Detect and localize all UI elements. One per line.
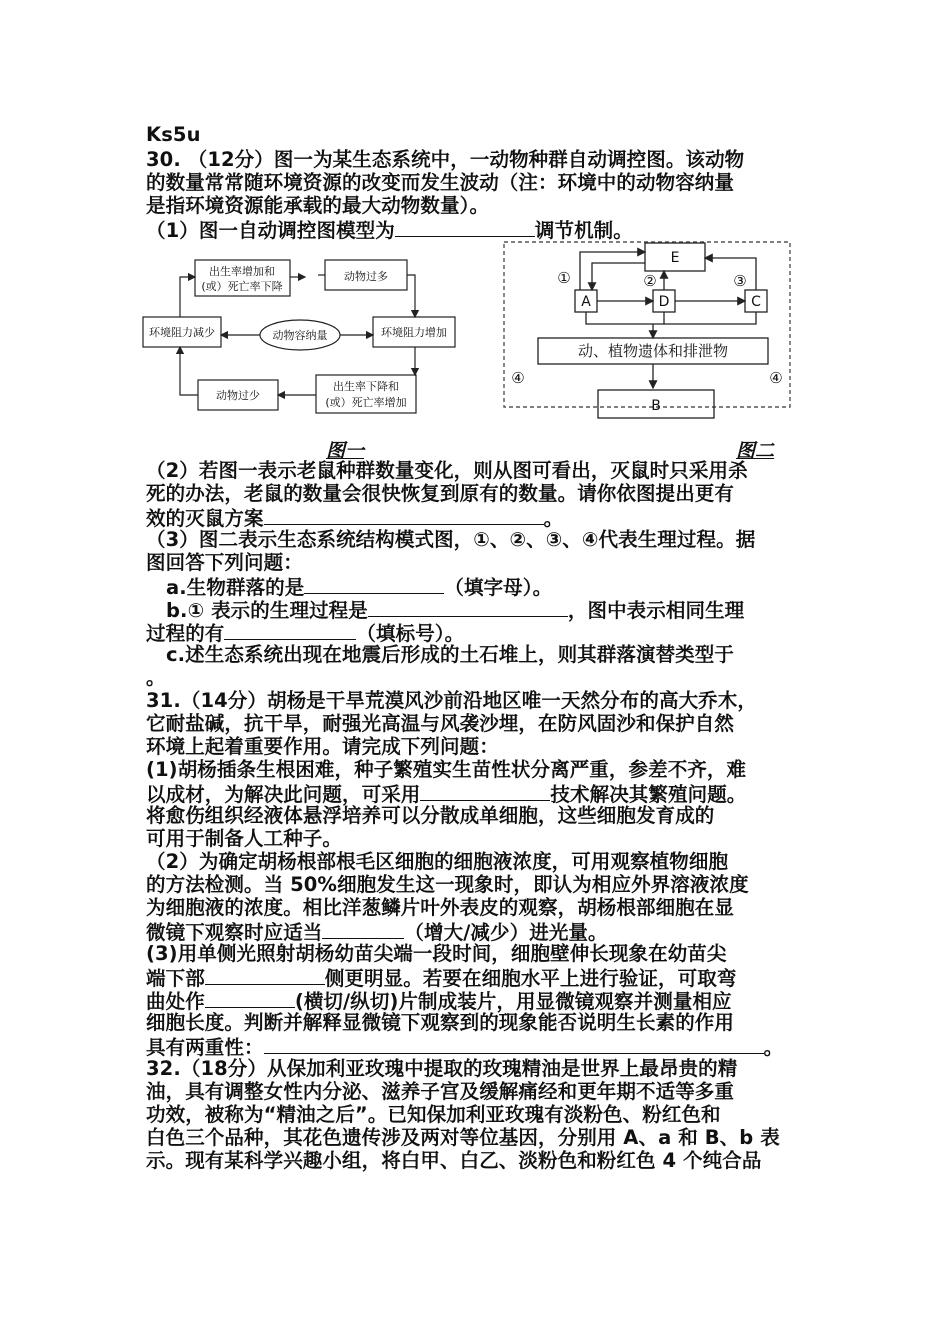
- q31-line6: 将愈伤组织经液体悬浮培养可以分散成单细胞，这些细胞发育成的: [146, 804, 715, 827]
- q31-line16: [146, 1035, 783, 1059]
- source-label: Ks5u: [146, 123, 201, 146]
- box-resistance-decrease-label: 环境阻力减少: [149, 326, 215, 339]
- q30-part3b: [166, 598, 744, 622]
- q31-line11-text: 微镜下观察时应适当: [146, 921, 323, 944]
- q30-part3b-end: ，图中表示相同生理: [567, 599, 745, 622]
- q30-part3b2-text: 过程的有: [146, 622, 225, 645]
- q31-duality-blank[interactable]: [264, 1035, 764, 1054]
- node-C-label: C: [751, 294, 761, 310]
- q31-line14-end: (横切/纵切)片制成装片，用显微镜观察并测量相应: [294, 990, 732, 1013]
- q31-line7: 可用于制备人工种子。: [146, 827, 343, 850]
- q30-part3c-end: 。: [146, 666, 166, 689]
- q30-part3-line2: 图回答下列问题：: [146, 551, 303, 574]
- figure-1-caption: 图一: [326, 440, 365, 462]
- q30-part2-line1: （2）若图一表示老鼠种群数量变化，则从图可看出，灭鼠时只采用杀: [146, 459, 748, 482]
- figure-2-diagram: [500, 238, 795, 428]
- q30-part2-line3: [146, 506, 563, 530]
- q30-part1-text-end: 调节机制。: [534, 219, 633, 242]
- process-2-label: ②: [643, 272, 657, 290]
- q31-line10: 为细胞液的浓度。相比洋葱鳞片叶外表皮的观察，胡杨根部细胞在显: [146, 896, 735, 919]
- q31-line14: [146, 989, 732, 1013]
- q30-part1-blank[interactable]: [395, 218, 535, 237]
- q32-line3: 功效，被称为“精油之后”。已知保加利亚玫瑰有淡粉色、粉红色和: [146, 1103, 721, 1126]
- q30-part3b2-blank[interactable]: [224, 621, 356, 640]
- q31-line5: [146, 782, 746, 806]
- q32-line1: 32.（18分）从保加利亚玫瑰中提取的玫瑰精油是世界上最昂贵的精: [146, 1057, 738, 1080]
- q32-line5: 示。现有某科学兴趣小组，将白甲、白乙、淡粉色和粉红色 4 个纯合品: [146, 1149, 762, 1172]
- q32-line2: 油，具有调整女性内分泌、滋养子宫及缓解痛经和更年期不适等多重: [146, 1080, 735, 1103]
- process-3-label: ③: [733, 272, 747, 290]
- box-birth-decrease-l2: (或）死亡率增加: [325, 396, 407, 409]
- box-birth-increase-l1: 出生率增加和: [209, 265, 275, 278]
- q31-line2: 它耐盐碱，抗干旱，耐强光高温与风袭沙埋，在防风固沙和保护自然: [146, 712, 735, 735]
- q31-line14-text: 曲处作: [146, 990, 205, 1013]
- box-too-few-label: 动物过少: [216, 389, 260, 402]
- q30-part2-text: 效的灭鼠方案: [146, 507, 264, 530]
- node-D-label: D: [658, 294, 670, 310]
- q31-line9: 的方法检测。当 50%细胞发生这一现象时，即认为相应外界溶液浓度: [146, 873, 749, 896]
- q30-part2-end: 。: [543, 507, 564, 530]
- q30-part3a-blank[interactable]: [304, 575, 444, 594]
- box-birth-decrease-l1: 出生率下降和: [333, 380, 399, 393]
- node-B-label: B: [651, 398, 661, 414]
- q30-part2-line2: 死的办法，老鼠的数量会很快恢复到原有的数量。请你依图提出更有: [146, 482, 735, 505]
- q31-line16-end: 。: [763, 1036, 784, 1059]
- q30-part3b-blank[interactable]: [368, 598, 568, 617]
- q31-line13-text: 端下部: [146, 967, 205, 990]
- q30-part3b-text: b.① 表示的生理过程是: [166, 599, 368, 622]
- figure-2-caption: 图二: [736, 440, 775, 462]
- q31-line8: （2）为确定胡杨根部根毛区细胞的细胞液浓度，可用观察植物细胞: [146, 850, 729, 873]
- q30-part1-text: （1）图一自动调控图模型为: [146, 219, 395, 242]
- process-4-right-label: ④: [769, 369, 783, 387]
- q31-line16-text: 具有两重性：: [146, 1036, 264, 1059]
- q30-part3a: [166, 575, 552, 599]
- q31-line11: [146, 920, 608, 944]
- box-too-many-label: 动物过多: [344, 270, 388, 283]
- box-birth-increase-l2: (或）死亡率下降: [201, 280, 283, 293]
- q31-line12: (3)用单侧光照射胡杨幼苗尖端一段时间，细胞壁伸长现象在幼苗尖: [146, 942, 727, 965]
- q31-technique-blank[interactable]: [420, 782, 550, 801]
- q31-line5-text: 以成材，为解决此问题，可采用: [146, 783, 421, 806]
- process-1-label: ①: [557, 269, 571, 287]
- q31-line3: 环境上起着重要作用。请完成下列问题：: [146, 735, 499, 758]
- q31-light-blank[interactable]: [322, 920, 404, 939]
- q30-stem-line3: 是指环境资源能承载的最大动物数量）。: [146, 194, 490, 217]
- q30-part3-line1: （3）图二表示生态系统结构模式图，①、②、③、④代表生理过程。据: [146, 528, 756, 551]
- process-4-left-label: ④: [511, 369, 525, 387]
- q31-line13-end: 侧更明显。若要在细胞水平上进行验证，可取弯: [324, 967, 737, 990]
- figure-1-diagram: [140, 245, 475, 420]
- q30-part2-blank[interactable]: [264, 506, 544, 525]
- center-capacity-label: 动物容纳量: [272, 329, 328, 342]
- q31-line15: 细胞长度。判断并解释显微镜下观察到的现象能否说明生长素的作用: [146, 1011, 735, 1034]
- q31-line11-end: （增大/减少）进光量。: [404, 921, 608, 944]
- q31-cut-blank[interactable]: [205, 989, 295, 1008]
- q31-side-blank[interactable]: [205, 966, 325, 985]
- q30-part3b-line2: [146, 621, 464, 645]
- node-A-label: A: [581, 294, 591, 310]
- q30-part3a-end: （填字母）。: [444, 576, 553, 599]
- node-E-label: E: [670, 250, 680, 266]
- q32-line4: 白色三个品种，其花色遗传涉及两对等位基因，分别用 A、a 和 B、b 表: [146, 1126, 780, 1149]
- q31-line5-end: 技术解决其繁殖问题。: [550, 783, 747, 806]
- q31-line4: (1)胡杨插条生根困难，种子繁殖实生苗性状分离严重，参差不齐，难: [146, 758, 747, 781]
- box-resistance-increase-label: 环境阻力增加: [381, 326, 447, 339]
- q31-line13: [146, 966, 736, 990]
- q30-stem-line2: 的数量常常随环境资源的改变而发生波动（注：环境中的动物容纳量: [146, 171, 735, 194]
- node-remains-label: 动、植物遗体和排泄物: [577, 342, 729, 360]
- q30-part3a-text: a.生物群落的是: [166, 576, 305, 599]
- q30-part3b2-end: （填标号）。: [356, 622, 465, 645]
- q30-stem-line1: 30. （12分）图一为某生态系统中，一动物种群自动调控图。该动物: [146, 148, 745, 171]
- q31-line1: 31.（14分）胡杨是干旱荒漠风沙前沿地区唯一天然分布的高大乔木，: [146, 689, 757, 712]
- q30-part3c: c.述生态系统出现在地震后形成的土石堆上，则其群落演替类型于: [166, 643, 734, 666]
